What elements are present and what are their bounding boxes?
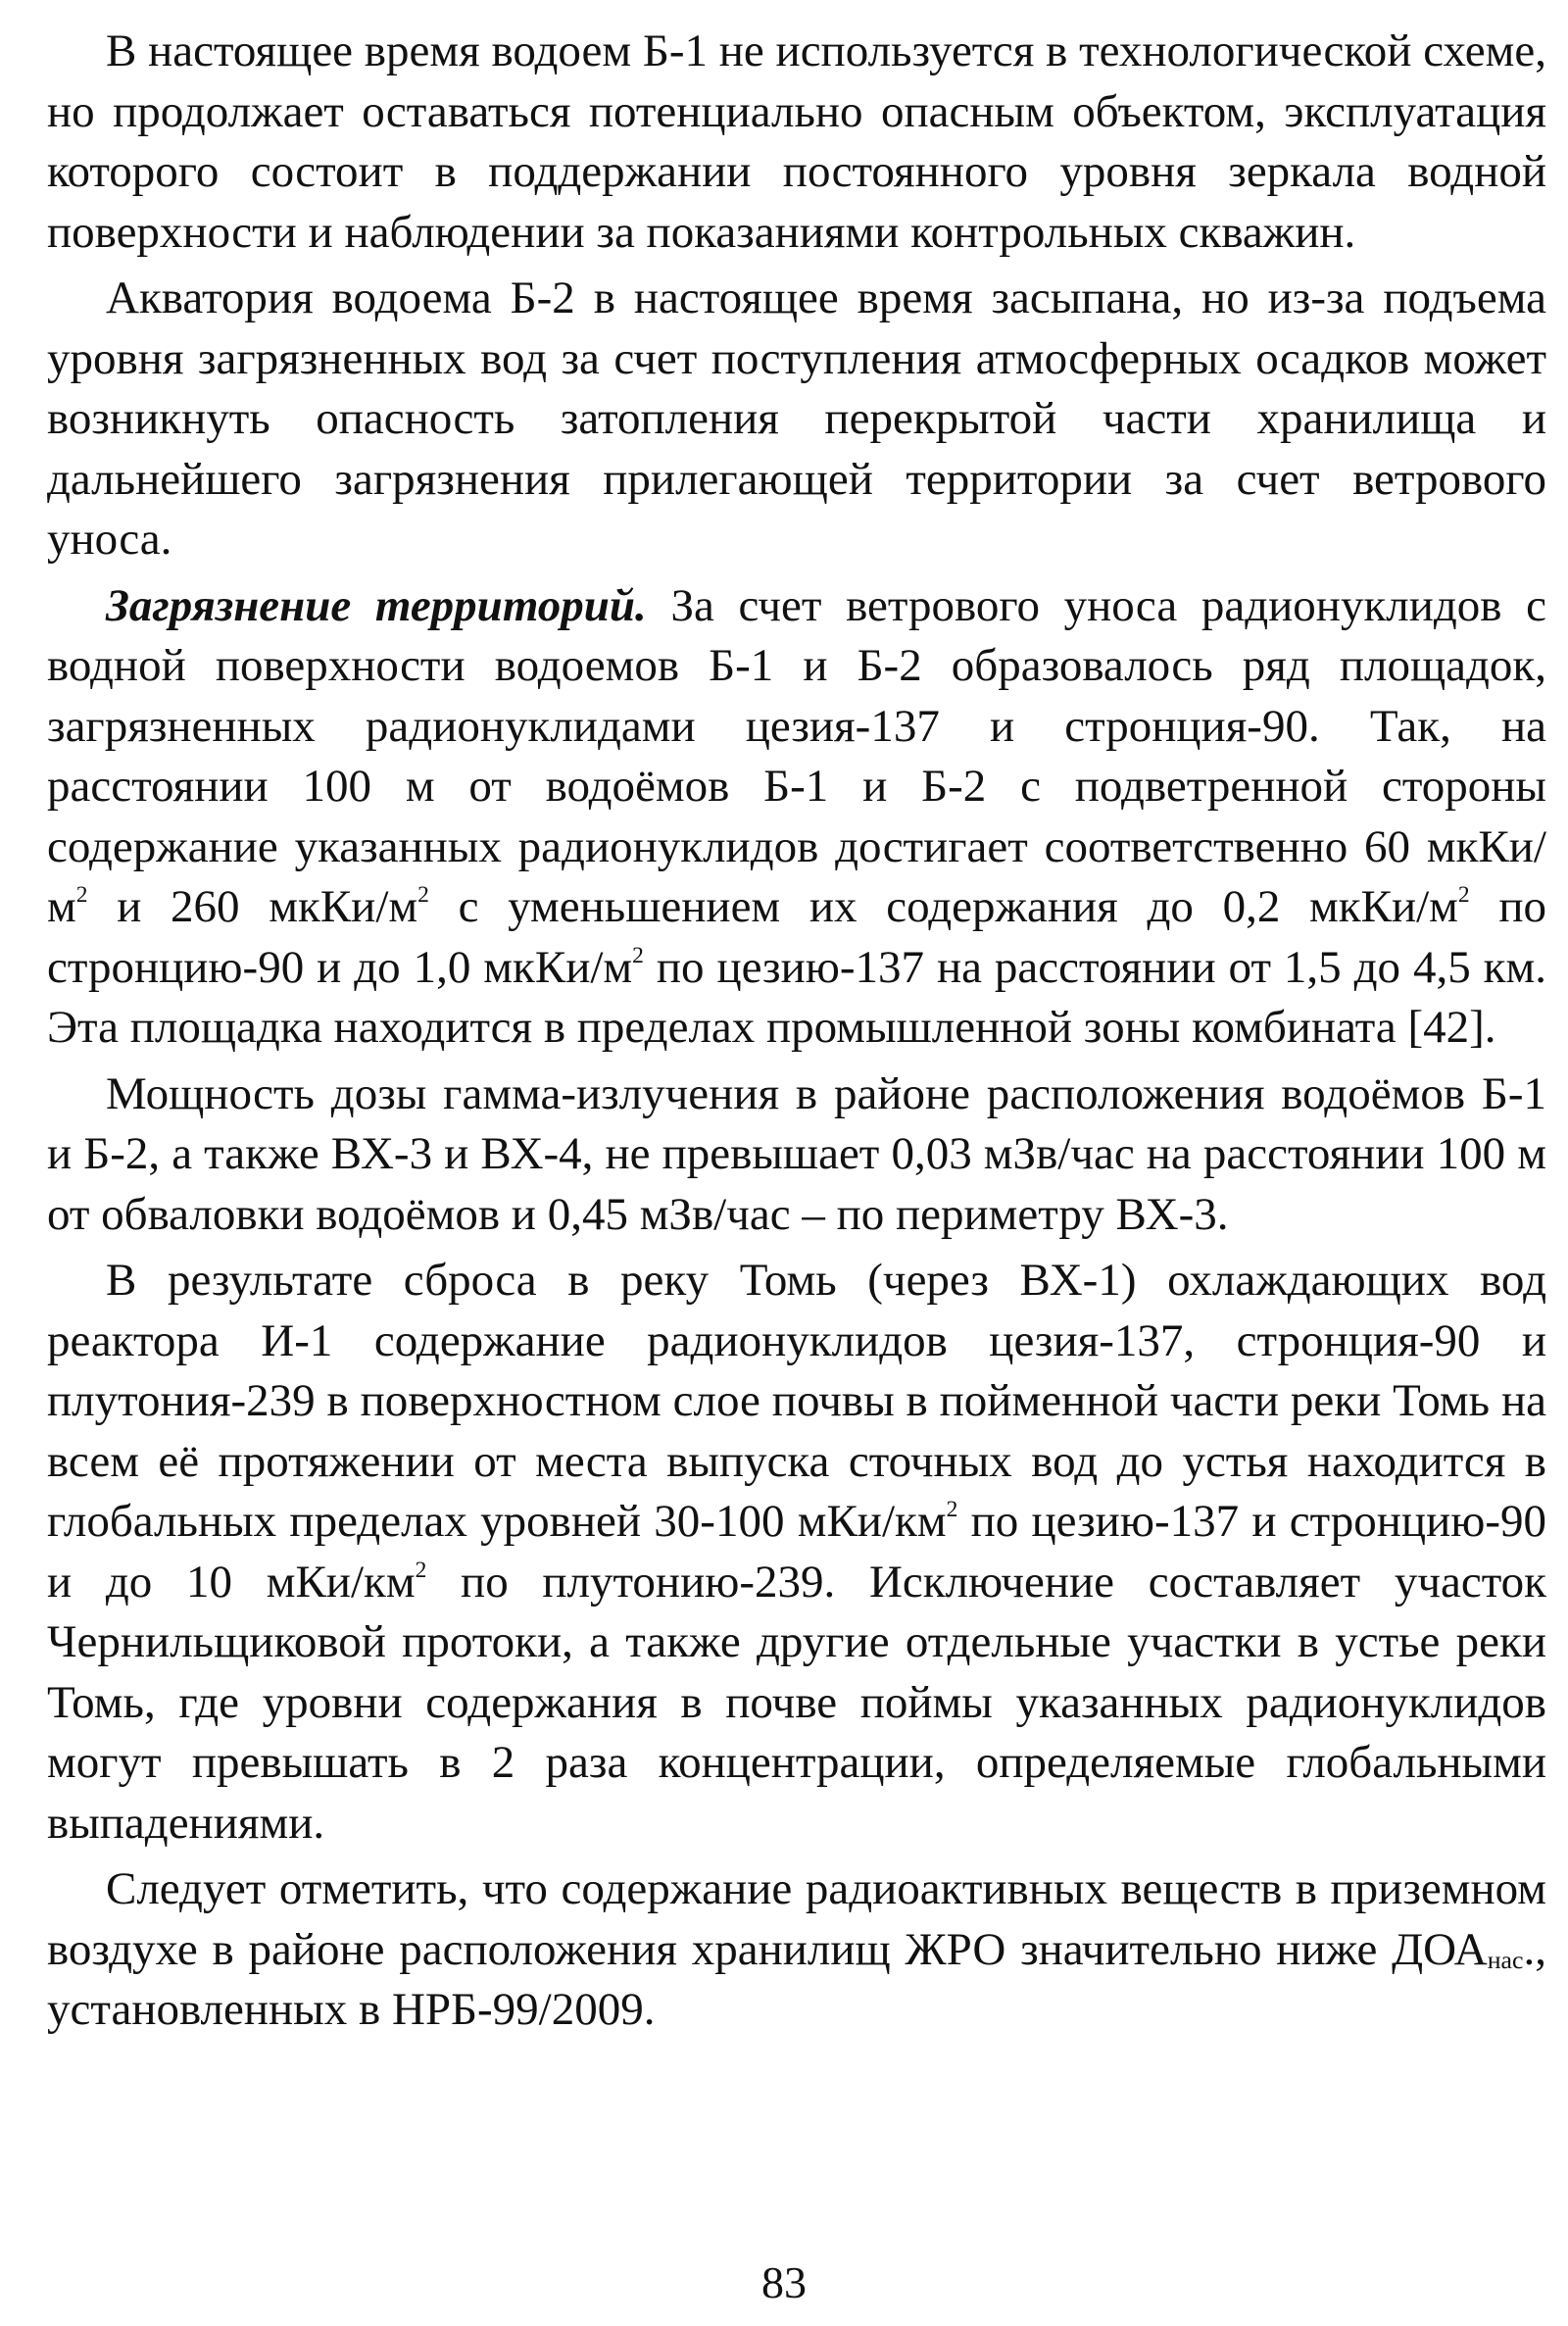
p6-part-2: ., установленных в НРБ-99/2009. xyxy=(47,1923,1546,2035)
p5-part-1: В результате сброса в реку Томь (через ВХ-1) охлаждающих вод реактора И-1 содержание радионуклидов цезия-137, стронция-90 и плутония-239 в поверхностном слое почвы в пойменной части реки Томь на всем её протяжении от места выпуска сточных вод до устья находится в глобальных пределах уровней 30-100 мКи/км xyxy=(47,1255,1546,1547)
paragraph-2: Акватория водоема Б-2 в настоящее время засыпана, но из-за подъема уровня загрязненных вод за счет поступления атмосферных осадков может возникнуть опасность затопления перекрытой части хранилища и дальнейшего загрязнения прилегающей территории за счет ветрового уноса. xyxy=(47,272,1546,565)
p3-part-1: За счет ветрового уноса радионуклидов с водной поверхности водоемов Б-1 и Б-2 образовалось ряд площадок, загрязненных радионуклидами цезия-137 и стронция-90. Так, на расстоянии 100 м от водоёмов Б-1 и Б-2 с подветренной стороны содержание указанных радионуклидов достигает соответственно 60 мкКи/м xyxy=(47,579,1546,932)
p3-sup-2: 2 xyxy=(417,882,429,909)
p5-part-3: по плутонию-239. Исключение составляет участок Чернильщиковой протоки, а также другие отдельные участки в устье реки Томь, где уровни содержания в почве поймы указанных радионуклидов могут превышать в 2 раза концентрации, определяемые глобальными выпадениями. xyxy=(47,1556,1546,1849)
p3-sup-3: 2 xyxy=(1457,882,1470,909)
paragraph-6 xyxy=(47,1859,1546,2041)
p3-sup-1: 2 xyxy=(75,882,88,909)
p5-sup-1: 2 xyxy=(946,1497,958,1523)
paragraph-1: В настоящее время водоем Б-1 не используется в технологической схеме, но продолжает оставаться потенциально опасным объектом, эксплуатация которого состоит в поддержании постоянного уровня зеркала водной поверхности и наблюдении за показаниями контрольных скважин. xyxy=(47,25,1546,258)
p3-part-4: по стронцию-90 и до 1,0 мкКи/м xyxy=(47,881,1547,993)
paragraph-4: Мощность дозы гамма-излучения в районе расположения водоёмов Б-1 и Б-2, а также ВХ-3 и ВХ-4, не превышает 0,03 мЗв/час на расстоянии 100 м от обваловки водоёмов и 0,45 мЗв/час – по периметру ВХ-3. xyxy=(47,1067,1546,1240)
body-text xyxy=(47,22,1546,2041)
paragraph-3 xyxy=(47,576,1546,1059)
paragraph-5 xyxy=(47,1251,1546,1854)
p3-part-5: по цезию-137 на расстоянии от 1,5 до 4,5 км. Эта площадка находится в пределах промышленной зоны комбината [42]. xyxy=(47,941,1547,1053)
p6-part-1: Следует отметить, что содержание радиоактивных веществ в приземном воздухе в районе расположения хранилищ ЖРО значительно ниже ДОА xyxy=(47,1863,1546,1975)
p3-part-3: с уменьшением их содержания до 0,2 мкКи/м xyxy=(428,881,1458,932)
p3-sup-4: 2 xyxy=(632,942,644,968)
p6-subscript: нас xyxy=(1487,1945,1524,1974)
p5-sup-2: 2 xyxy=(415,1557,427,1583)
p5-part-2: по цезию-137 и стронцию-90 и до 10 мКи/км xyxy=(47,1496,1546,1608)
section-heading: Загрязнение территорий. xyxy=(106,579,647,631)
p3-part-2: и 260 мкКи/м xyxy=(87,881,418,932)
page-number: 83 xyxy=(761,2257,807,2307)
